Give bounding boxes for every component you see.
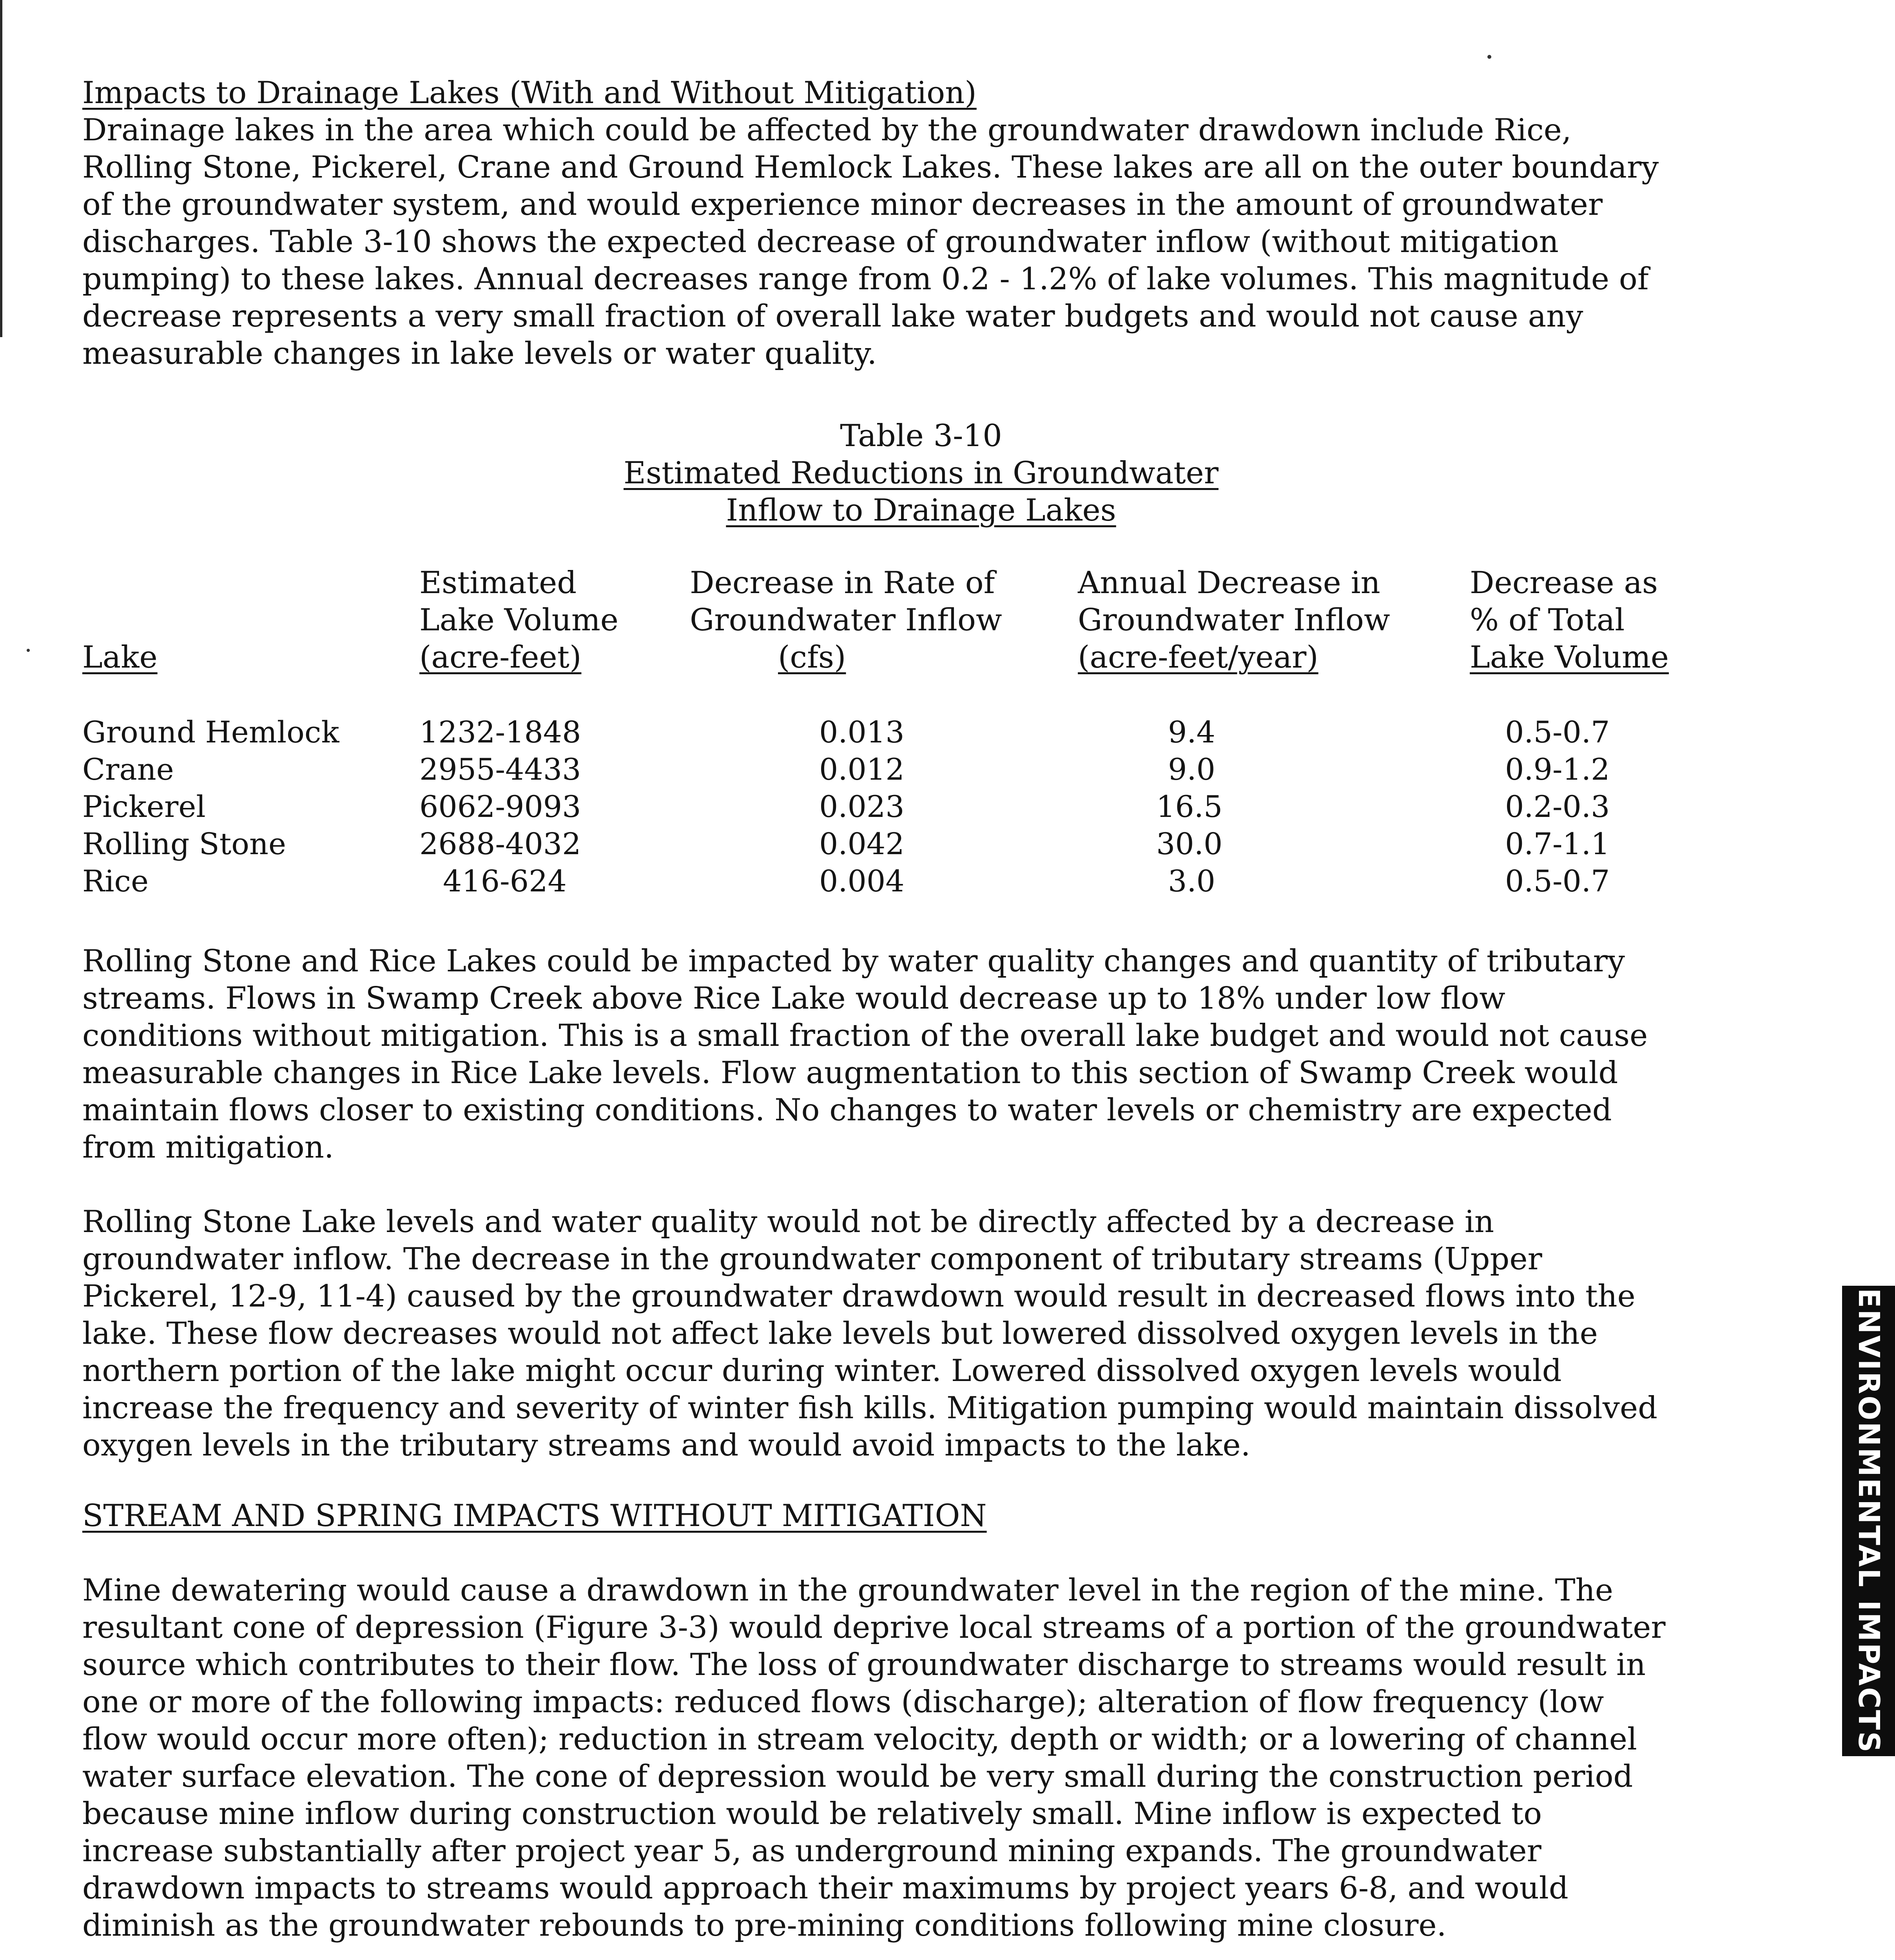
scan-speck [27, 649, 30, 652]
cell-volume: 1232-1848 [419, 715, 581, 750]
paragraph: Drainage lakes in the area which could be affected by the groundwater drawdown include Rice, Rolling Stone, Pickerel, Crane and Ground Hemlock Lakes. These lakes are all on the outer boundary of the groundwater system, and would experience minor decreases in the amount of groundwater discharges. Table 3-10 shows the expected decrease of groundwater inflow (without mitigation pumping) to these lakes. Annual decreases range from 0.2 - 1.2% of lake volumes. This magnitude of decrease represents a very small fraction of overall lake water budgets and would not cause any measurable changes in lake levels or water quality. [82, 113, 1659, 371]
paragraph-rolling-stone [82, 1203, 1740, 1464]
cell-lake: Ground Hemlock [82, 715, 339, 750]
cell-annual: 30.0 [1156, 826, 1223, 861]
table-caption [549, 417, 1293, 529]
cell-volume: 6062-9093 [419, 789, 581, 824]
paragraph: Mine dewatering would cause a drawdown in the groundwater level in the region of the mine. The resultant cone of depression (Figure 3-3) would deprive local streams of a portion of the groundwater source which contributes to their flow. The loss of groundwater discharge to streams would result in one or more of the following impacts: reduced flows (discharge); alteration of flow frequency (low flow would occur more often); reduction in stream velocity, depth or width; or a lowering of channel water surface elevation. The cone of depression would be very small during the construction period because mine inflow during construction would be relatively small. Mine inflow is expected to increase substantially after project year 5, as underground mining expands. The groundwater drawdown impacts to streams would approach their maximums by project years 6-8, and would diminish as the groundwater rebounds to pre-mining conditions following mine closure. [82, 1573, 1666, 1943]
table-row [82, 862, 1705, 900]
cell-percent: 0.5-0.7 [1505, 715, 1610, 750]
paragraph: Rolling Stone and Rice Lakes could be impacted by water quality changes and quantity of tributary streams. Flows in Swamp Creek above Rice Lake would decrease up to 18% under low flow conditions without mitigation. This is a small fraction of the overall lake budget and would not cause measurable changes in Rice Lake levels. Flow augmentation to this section of Swamp Creek would maintain flows closer to existing conditions. No changes to water levels or chemistry are expected from mitigation. [82, 944, 1648, 1165]
cell-percent: 0.7-1.1 [1505, 826, 1610, 861]
table-number: Table 3-10 [840, 418, 1002, 454]
reductions-table [82, 564, 1705, 900]
cell-lake: Rolling Stone [82, 826, 286, 861]
cell-rate: 0.023 [819, 789, 905, 824]
cell-volume: 2955-4433 [419, 752, 581, 787]
cell-rate: 0.042 [819, 826, 905, 861]
paragraph: Rolling Stone Lake levels and water quality would not be directly affected by a decrease in groundwater inflow. The decrease in the groundwater component of tributary streams (Upper Pickerel, 12-9, 11-4) caused by the groundwater drawdown would result in decreased flows into the lake. These flow decreases would not affect lake levels but lowered dissolved oxygen levels in the northern portion of the lake might occur during winter. Lowered dissolved oxygen levels would increase the frequency and severity of winter fish kills. Mitigation pumping would maintain dissolved oxygen levels in the tributary streams and would avoid impacts to the lake. [82, 1204, 1657, 1463]
cell-rate: 0.013 [819, 715, 905, 750]
cell-percent: 0.9-1.2 [1505, 752, 1610, 787]
cell-lake: Pickerel [82, 789, 206, 824]
table-title-line2: Inflow to Drainage Lakes [726, 493, 1116, 528]
cell-volume: 2688-4032 [419, 826, 581, 861]
cell-rate: 0.004 [819, 864, 905, 898]
section-drainage-lakes [82, 74, 1740, 372]
scan-edge-mark [0, 0, 2, 337]
header-rate: Decrease in Rate of Groundwater Inflow (cfs) [690, 565, 1002, 675]
cell-percent: 0.2-0.3 [1505, 789, 1610, 824]
section-heading: Impacts to Drainage Lakes (With and Without Mitigation) [82, 75, 977, 111]
header-percent: Decrease as % of Total Lake Volume [1470, 565, 1669, 675]
cell-annual: 9.4 [1168, 715, 1215, 750]
section-stream-impacts [82, 1497, 1740, 1960]
header-volume: Estimated Lake Volume (acre-feet) [419, 565, 618, 675]
section-heading: STREAM AND SPRING IMPACTS WITHOUT MITIGATION [82, 1498, 987, 1534]
scan-speck [1487, 55, 1491, 59]
cell-annual: 16.5 [1156, 789, 1223, 824]
header-lake: Lake [82, 640, 158, 675]
cell-rate: 0.012 [819, 752, 905, 787]
table-row [82, 788, 1705, 825]
table-row [82, 825, 1705, 862]
paragraph-rice-lakes [82, 943, 1740, 1166]
table-row [82, 713, 1705, 751]
side-tab-label: ENVIRONMENTAL IMPACTS [1851, 1288, 1886, 1754]
table-title-line1: Estimated Reductions in Groundwater [624, 456, 1219, 491]
table-row [82, 751, 1705, 788]
cell-volume: 416-624 [443, 864, 567, 898]
cell-lake: Rice [82, 864, 149, 898]
cell-annual: 9.0 [1168, 752, 1215, 787]
chapter-side-tab [1842, 1286, 1895, 1756]
cell-percent: 0.5-0.7 [1505, 864, 1610, 898]
cell-lake: Crane [82, 752, 174, 787]
header-annual: Annual Decrease in Groundwater Inflow (acre-feet/year) [1078, 565, 1390, 675]
table-header-row [82, 564, 1705, 676]
cell-annual: 3.0 [1168, 864, 1215, 898]
